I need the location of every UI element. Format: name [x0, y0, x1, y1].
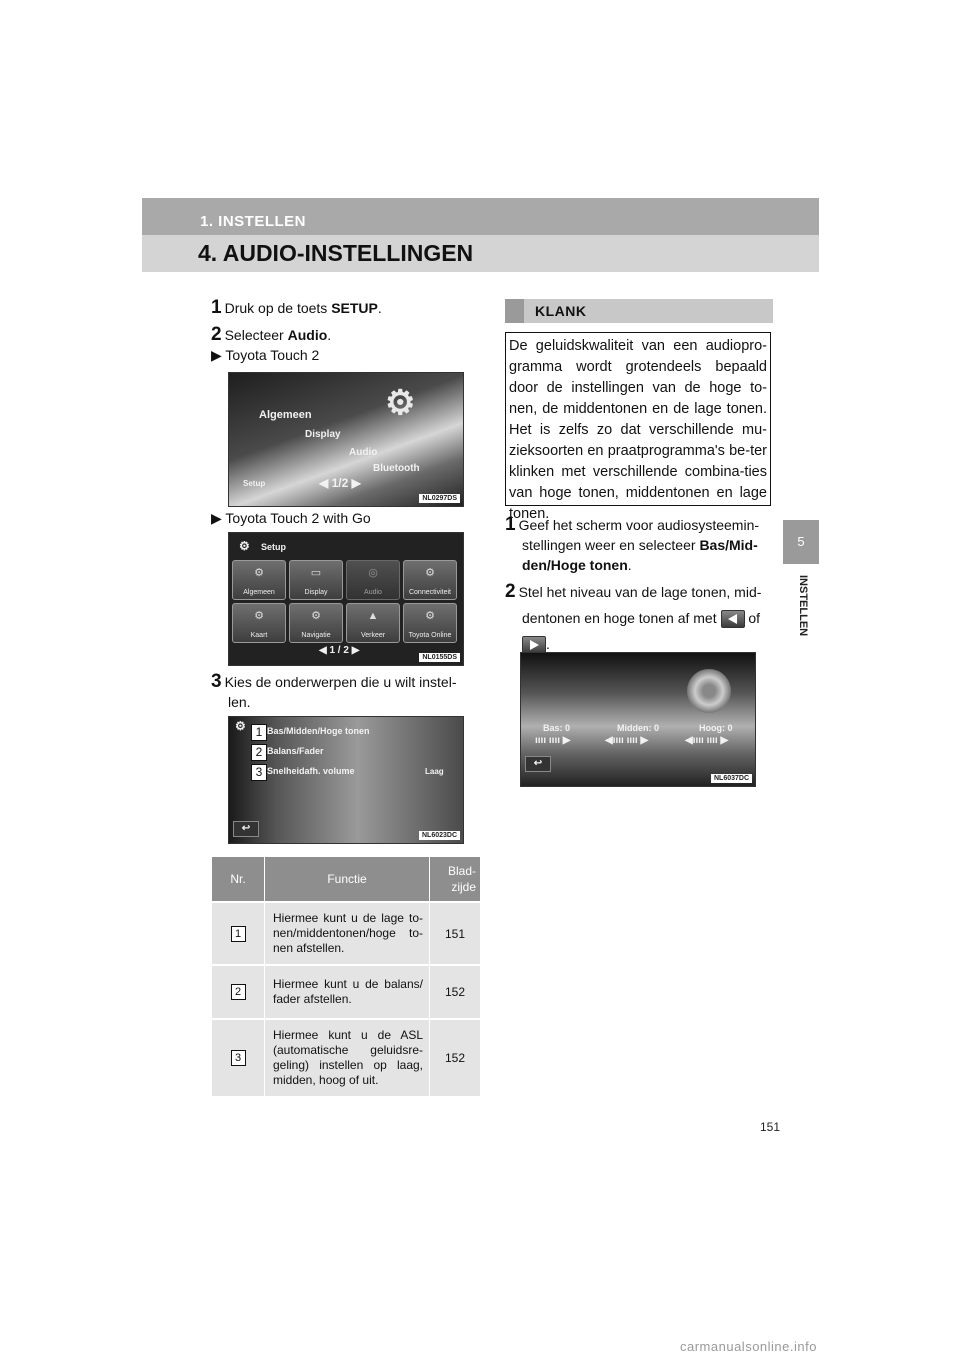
table-header-functie: Functie — [265, 857, 430, 902]
screen-item-algemeen: Algemeen — [259, 409, 312, 421]
gear-icon: ⚙ — [254, 610, 264, 622]
table-cell-page: 152 — [430, 965, 481, 1019]
screen-pager: ◀ 1/2 ▶ — [319, 476, 361, 490]
menu-item-speed-volume: Snelheidafh. volume — [267, 766, 355, 776]
table-header-nr: Nr. — [212, 857, 265, 902]
callout-1: 1 — [231, 926, 246, 942]
speaker-icon — [687, 669, 731, 713]
tile-display: ▭ Display — [289, 560, 343, 600]
screen-pager: ◀ 1 / 2 ▶ — [319, 645, 360, 656]
tile-connectiviteit: ⚙ Connectiviteit — [403, 560, 457, 600]
tile-algemeen: ⚙ Algemeen — [232, 560, 286, 600]
tile-audio: ◎ Audio — [346, 560, 400, 600]
callout-2: 2 — [251, 744, 267, 761]
gear-icon: ⚙ — [239, 539, 250, 553]
audio-icon: ◎ — [368, 567, 378, 579]
screen-item-audio: Audio — [349, 447, 378, 458]
bullet-toyota-touch-2: ▶ Toyota Touch 2 — [211, 347, 320, 363]
gear-icon: ⚙ — [311, 610, 321, 622]
step-2-left: 2 Selecteer Audio. — [211, 324, 332, 345]
image-code: NL0297DS — [419, 494, 460, 503]
screen-item-setup: Setup — [243, 479, 266, 488]
callout-1: 1 — [251, 724, 267, 741]
table-row — [212, 965, 480, 1019]
callout-2: 2 — [231, 984, 246, 1000]
callout-3: 3 — [231, 1050, 246, 1066]
menu-item-bass-mid-treble: Bas/Midden/Hoge tonen — [267, 726, 370, 736]
tile-verkeer: ▲ Verkeer — [346, 603, 400, 643]
klank-text: De geluidskwaliteit van een audiopro-gramma wordt grotendeels bepaald door de instellingen van de hoge to-nen, de middentonen en de lage tonen. Het is zelfs zo dat verschillende mu-zieksoorten en praatprogramma's be-ter klinken met verschillende combina-ties van hoge tonen, middentonen en lage tonen. — [509, 338, 767, 522]
klank-info-box — [505, 332, 771, 522]
watermark: carmanualsonline.info — [680, 1339, 817, 1354]
callout-3: 3 — [251, 764, 267, 781]
image-code: NL6023DC — [419, 831, 460, 840]
step-3-left: 3 Kies de onderwerpen die u wilt instel- len. — [211, 671, 457, 710]
page-title: 4. AUDIO-INSTELLINGEN — [198, 240, 474, 266]
klank-header: KLANK — [505, 299, 773, 323]
table-header-bladzijde: Blad- zijde — [430, 857, 481, 902]
section-label: 1. INSTELLEN — [200, 213, 307, 230]
step-2-right: 2 Stel het niveau van de lage tonen, mid- dentonen en hoge tonen af met of . — [505, 579, 777, 657]
klank-header-accent — [505, 299, 524, 323]
gear-icon: ⚙ — [425, 610, 435, 622]
bullet-toyota-touch-2-go: ▶ Toyota Touch 2 with Go — [211, 510, 371, 526]
speed-volume-value: Laag — [425, 767, 444, 776]
left-arrow-button-icon — [721, 610, 745, 628]
treble-slider: ◀ıııı ıııı ▶ — [685, 735, 729, 746]
chapter-tab: 5 — [783, 520, 819, 564]
bass-slider: ıııı ıııı ▶ — [535, 735, 571, 746]
menu-item-balance-fader: Balans/Fader — [267, 746, 324, 756]
gear-icon: ⚙ — [235, 719, 246, 733]
gear-icon: ⚙ — [425, 567, 435, 579]
table-cell-function: Hiermee kunt u de balans/ fader afstellen. — [265, 965, 430, 1019]
back-arrow-icon: ↩ — [525, 756, 551, 772]
image-code: NL0155DS — [419, 653, 460, 662]
gear-icon: ⚙ — [254, 567, 264, 579]
screenshot-tone-settings — [520, 652, 756, 787]
triangle-bullet-icon: ▶ — [211, 347, 222, 363]
tile-navigatie: ⚙ Navigatie — [289, 603, 343, 643]
triangle-bullet-icon: ▶ — [211, 510, 222, 526]
function-table — [212, 857, 480, 1096]
table-row — [212, 1019, 480, 1096]
image-code: NL6037DC — [711, 774, 752, 783]
mid-slider: ◀ıııı ıııı ▶ — [605, 735, 649, 746]
table-cell-function: Hiermee kunt u de lage to-nen/middentonen/hoge to-nen afstellen. — [265, 902, 430, 965]
step-1-right: 1 Geef het scherm voor audiosysteemin- stellingen weer en selecteer Bas/Mid- den/Hoge tonen. — [505, 514, 760, 573]
tile-kaart: ⚙ Kaart — [232, 603, 286, 643]
treble-value: Hoog: 0 — [699, 723, 733, 733]
gear-icon: ⚙ — [385, 384, 416, 422]
tile-toyota-online: ⚙ Toyota Online — [403, 603, 457, 643]
page-number: 151 — [760, 1120, 781, 1134]
bass-value: Bas: 0 — [543, 723, 571, 733]
table-row — [212, 902, 480, 965]
table-cell-page: 152 — [430, 1019, 481, 1096]
screen-title: Setup — [261, 542, 287, 552]
screen-item-bluetooth: Bluetooth — [373, 463, 420, 474]
screen-item-display: Display — [305, 429, 341, 440]
screenshot-touch2-setup — [228, 372, 464, 507]
screenshot-audio-menu — [228, 716, 464, 844]
chapter-label: INSTELLEN — [797, 575, 809, 637]
traffic-icon: ▲ — [367, 610, 379, 622]
screenshot-touch2go-setup — [228, 532, 464, 666]
table-cell-page: 151 — [430, 902, 481, 965]
step-1-left: 1 Druk op de toets SETUP. — [211, 297, 382, 318]
table-cell-function: Hiermee kunt u de ASL (automatische geluidsre-geling) instellen op laag, midden, hoog of uit. — [265, 1019, 430, 1096]
back-arrow-icon: ↩ — [233, 821, 259, 837]
display-icon: ▭ — [310, 567, 322, 579]
mid-value: Midden: 0 — [617, 723, 659, 733]
